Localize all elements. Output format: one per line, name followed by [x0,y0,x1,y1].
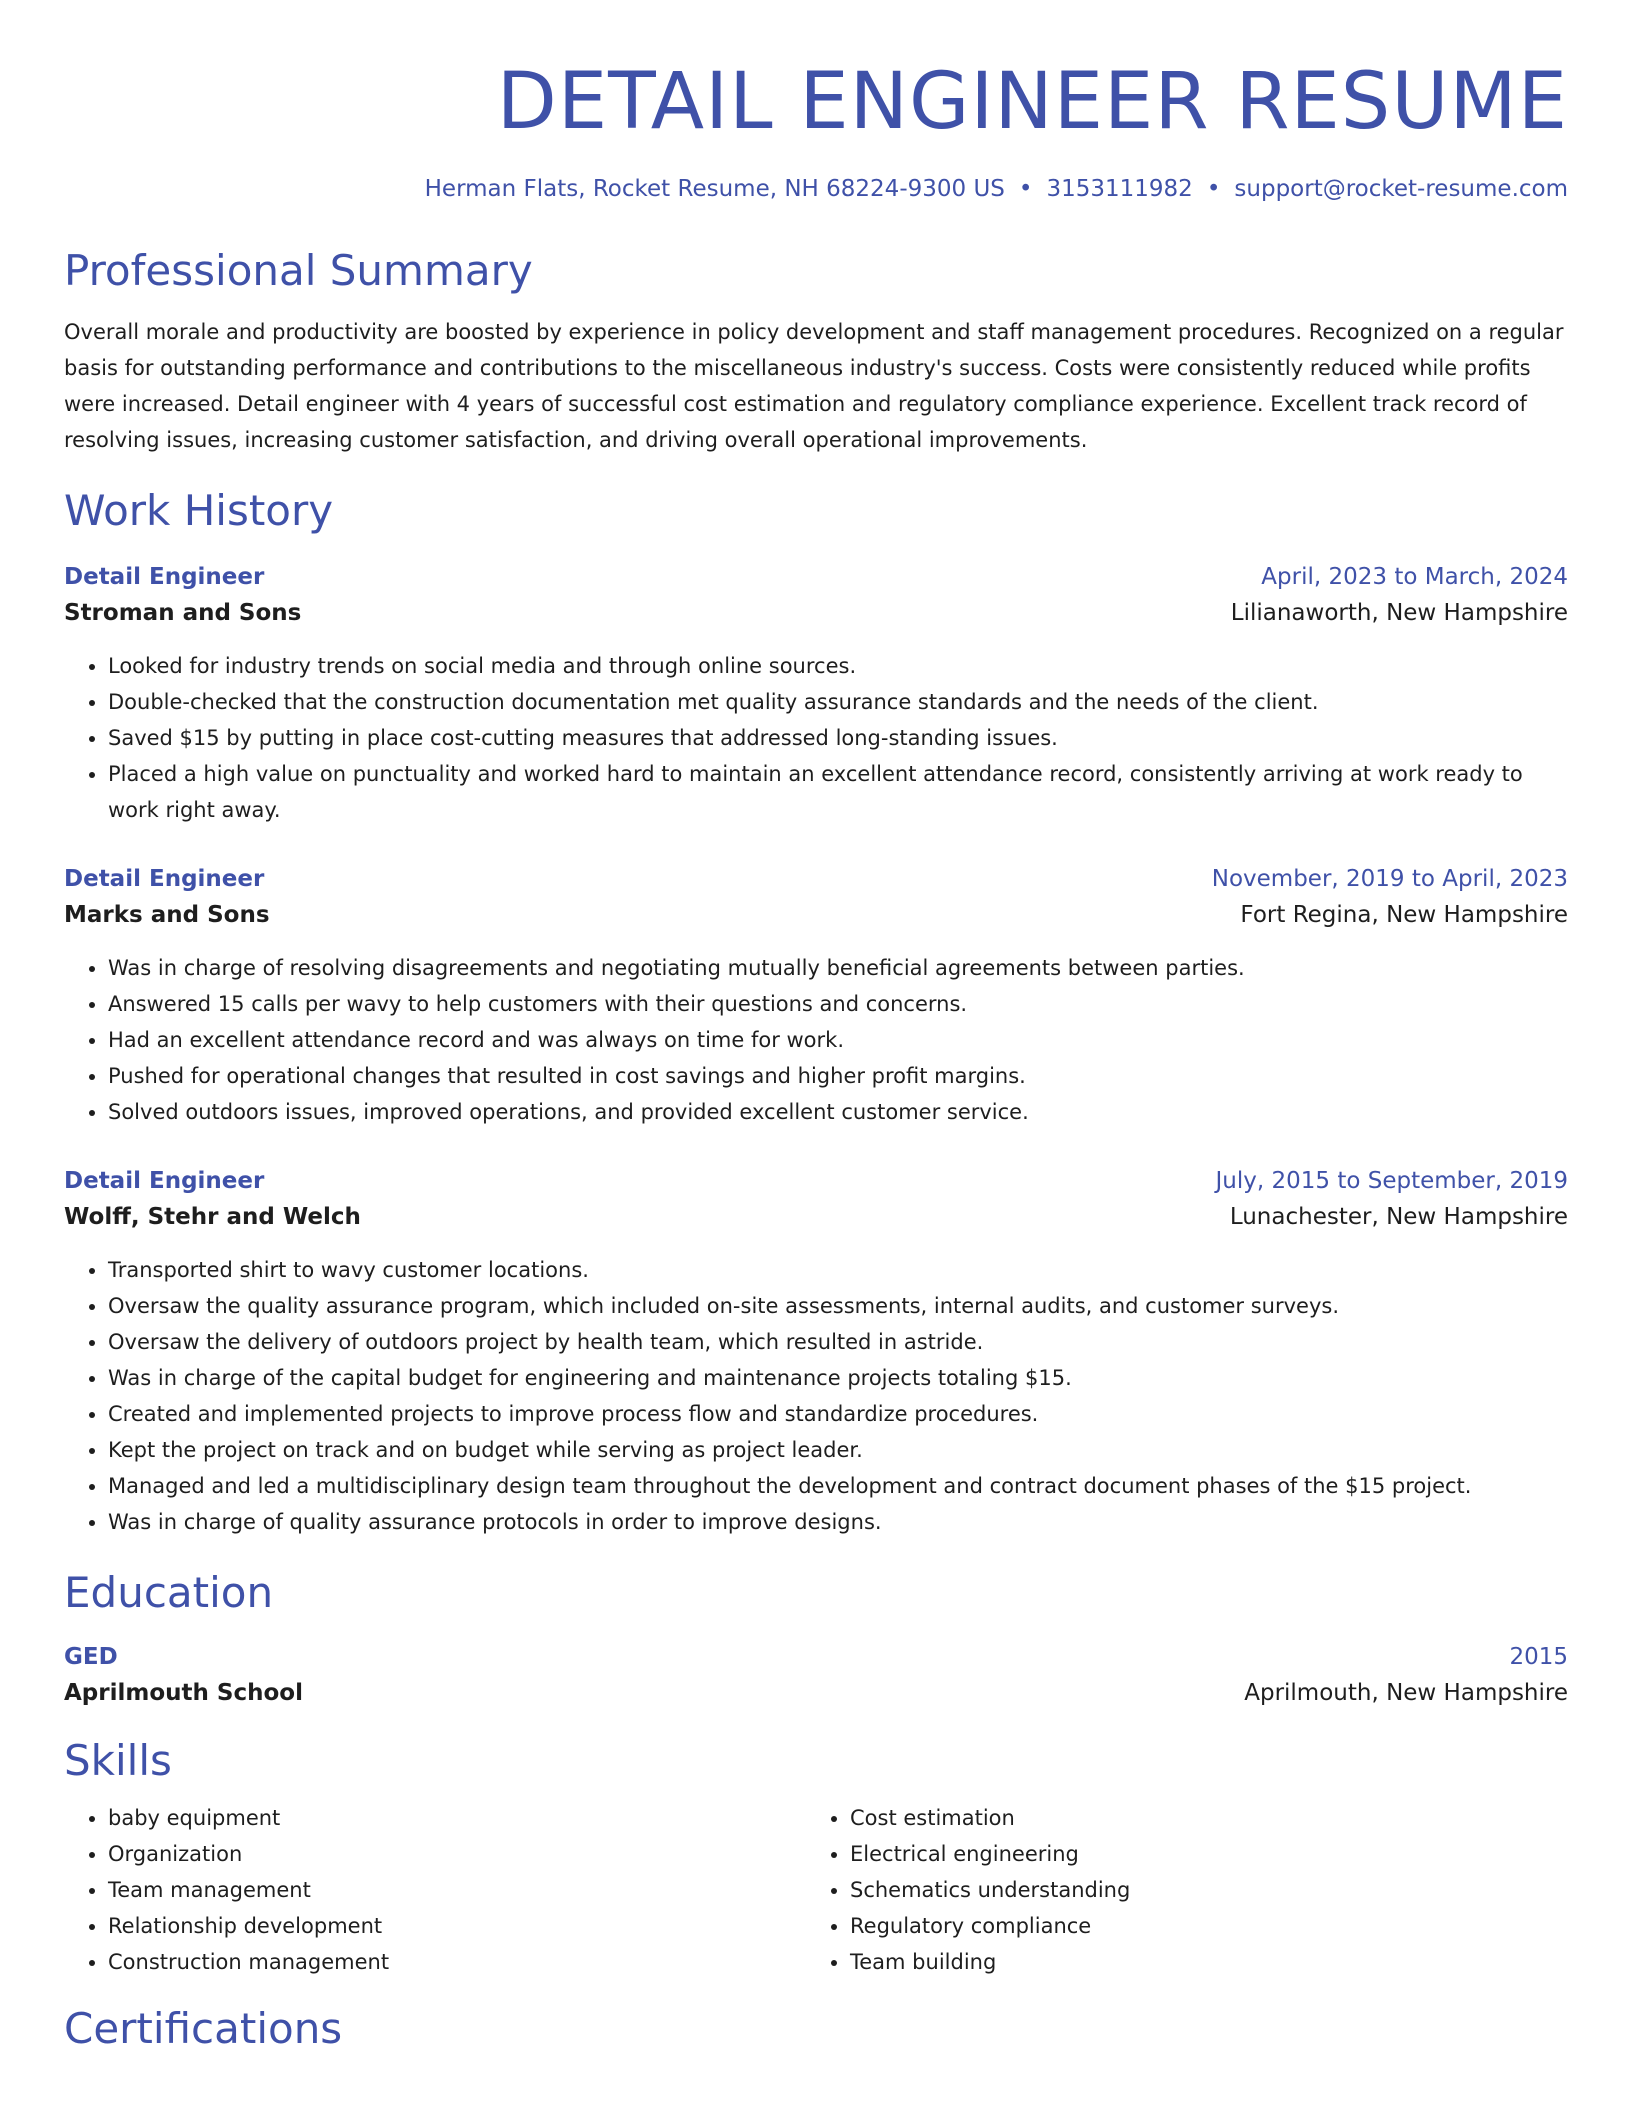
summary-text: Overall morale and productivity are boosted by experience in policy development and staff management procedures. Recognized on a regular basis for outstanding performance and contributions to the miscellaneous industry's success. Costs were consistently reduced while profits were increased. Detail engineer with 4 years of successful cost estimation and regulatory compliance experience. Excellent track record of resolving issues, increasing customer satisfaction, and driving overall operational improvements. [64,320,1564,452]
job-title: Detail Engineer [64,1168,265,1194]
education-heading: Education [64,1568,274,1617]
job-bullets [64,1252,1568,1540]
job-company: Marks and Sons [64,902,270,928]
job-bullets [64,648,1568,828]
skills-grid [64,1800,1568,1980]
skill-item: • baby equipment [108,1800,806,1836]
list-item: • Double-checked that the construction documentation met quality assurance standards and the needs of the client. [108,684,1568,720]
contact-address: Herman Flats, Rocket Resume, NH 68224-9300 US [424,176,1005,202]
list-item: • Created and implemented projects to improve process flow and standardize procedures. [108,1396,1568,1432]
skill-item: • Relationship development [108,1908,806,1944]
resume-title: DETAIL ENGINEER RESUME [496,57,1568,147]
skill-item: • Construction management [108,1944,806,1980]
education-degree: GED [64,1644,118,1670]
job-bullets [64,950,1568,1130]
contact-separator: • [1018,176,1033,202]
list-item: • Pushed for operational changes that resulted in cost savings and higher profit margins. [108,1058,1568,1094]
skill-item: • Team building [850,1944,1548,1980]
education-year: 2015 [1509,1644,1568,1670]
education-entry [64,1640,1568,1712]
resume-page [64,0,1568,2054]
skills-column-left [64,1800,806,1980]
certifications-heading: Certifications [64,2004,343,2053]
list-item: • Was in charge of the capital budget for engineering and maintenance projects totaling $15. [108,1360,1568,1396]
job-location: Lilianaworth, New Hampshire [1230,600,1568,626]
skill-item: • Organization [108,1836,806,1872]
education-school: Aprilmouth School [64,1680,303,1706]
job-entry [64,1164,1568,1540]
contact-line [64,174,1568,204]
job-title: Detail Engineer [64,866,265,892]
list-item: • Kept the project on track and on budget while serving as project leader. [108,1432,1568,1468]
job-dates: April, 2023 to March, 2024 [1261,564,1568,590]
job-company: Wolff, Stehr and Welch [64,1204,361,1230]
list-item: • Solved outdoors issues, improved operations, and provided excellent customer service. [108,1094,1568,1130]
list-item: • Oversaw the quality assurance program, which included on-site assessments, internal audits, and customer surveys. [108,1288,1568,1324]
job-company: Stroman and Sons [64,600,302,626]
contact-phone: 3153111982 [1046,176,1193,202]
job-entry [64,560,1568,828]
list-item: • Transported shirt to wavy customer locations. [108,1252,1568,1288]
list-item: • Was in charge of quality assurance protocols in order to improve designs. [108,1504,1568,1540]
job-location: Fort Regina, New Hampshire [1240,902,1568,928]
skill-item: • Cost estimation [850,1800,1548,1836]
list-item: • Looked for industry trends on social media and through online sources. [108,648,1568,684]
education-location: Aprilmouth, New Hampshire [1244,1680,1568,1706]
list-item: • Placed a high value on punctuality and worked hard to maintain an excellent attendance record, consistently arriving at work ready to work right away. [108,756,1568,828]
skills-column-right [806,1800,1548,1980]
skill-item: • Regulatory compliance [850,1908,1548,1944]
job-entry [64,862,1568,1130]
job-dates: July, 2015 to September, 2019 [1215,1168,1568,1194]
skill-item: • Schematics understanding [850,1872,1548,1908]
skill-item: • Electrical engineering [850,1836,1548,1872]
list-item: • Was in charge of resolving disagreements and negotiating mutually beneficial agreements between parties. [108,950,1568,986]
list-item: • Had an excellent attendance record and was always on time for work. [108,1022,1568,1058]
skills-heading: Skills [64,1736,172,1785]
job-location: Lunachester, New Hampshire [1229,1204,1568,1230]
list-item: • Saved $15 by putting in place cost-cutting measures that addressed long-standing issues. [108,720,1568,756]
job-dates: November, 2019 to April, 2023 [1211,866,1568,892]
summary-heading: Professional Summary [64,246,533,295]
job-title: Detail Engineer [64,564,265,590]
list-item: • Managed and led a multidisciplinary design team throughout the development and contract document phases of the $15 project. [108,1468,1568,1504]
contact-separator: • [1206,176,1221,202]
list-item: • Answered 15 calls per wavy to help customers with their questions and concerns. [108,986,1568,1022]
list-item: • Oversaw the delivery of outdoors project by health team, which resulted in astride. [108,1324,1568,1360]
work-history-heading: Work History [64,486,334,535]
contact-email: support@rocket-resume.com [1234,176,1568,202]
skill-item: • Team management [108,1872,806,1908]
